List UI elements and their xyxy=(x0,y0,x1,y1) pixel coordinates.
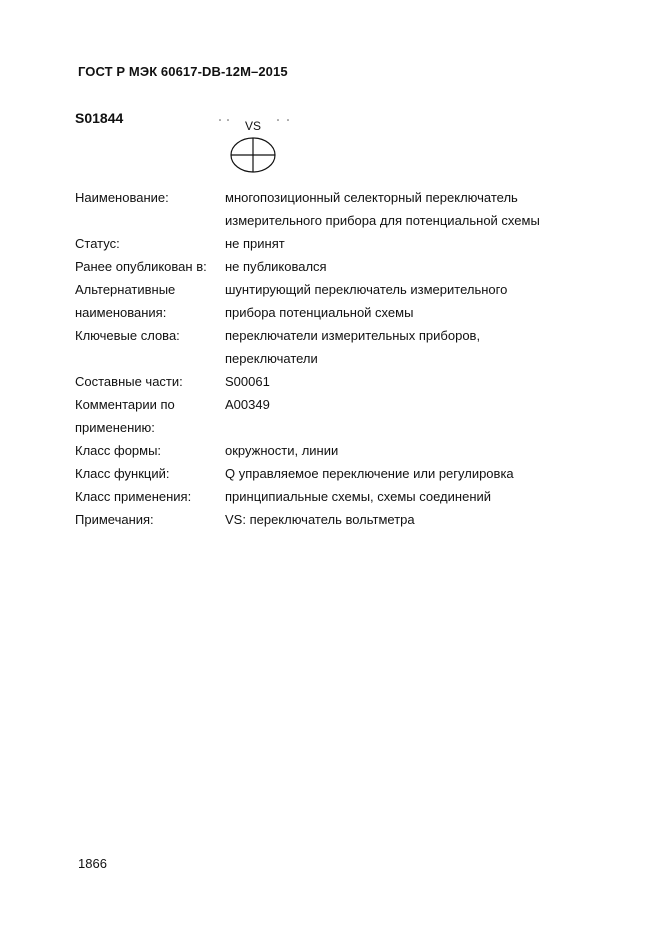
property-key xyxy=(75,255,225,278)
property-row xyxy=(75,232,595,255)
property-row xyxy=(75,485,595,508)
property-key-line: наименования: xyxy=(75,305,167,320)
property-key-line: применению: xyxy=(75,420,155,435)
property-row xyxy=(75,462,595,485)
property-row xyxy=(75,439,595,462)
property-key-line: Класс формы: xyxy=(75,443,162,458)
property-key xyxy=(75,462,225,485)
property-value-line: не публиковался xyxy=(225,259,327,274)
property-row xyxy=(75,324,595,370)
property-value-line: VS: переключатель вольтметра xyxy=(225,512,415,527)
property-row xyxy=(75,255,595,278)
property-value-line: S00061 xyxy=(225,374,270,389)
property-value-line: не принят xyxy=(225,236,285,251)
property-key xyxy=(75,439,225,462)
symbol-figure xyxy=(216,112,296,182)
symbol-figure-label: VS xyxy=(244,119,262,133)
property-value xyxy=(225,462,595,485)
property-value xyxy=(225,278,595,324)
property-value xyxy=(225,393,595,439)
property-row xyxy=(75,508,595,531)
property-key xyxy=(75,508,225,531)
property-row xyxy=(75,186,595,232)
property-key-line: Класс применения: xyxy=(75,489,192,504)
property-key xyxy=(75,393,225,439)
property-value-line: переключатели измерительных приборов, xyxy=(225,328,481,343)
document-header: ГОСТ Р МЭК 60617-DB-12M–2015 xyxy=(78,64,288,79)
symbol-code: S01844 xyxy=(75,110,124,126)
voltmeter-selector-symbol-icon xyxy=(216,112,296,182)
property-row xyxy=(75,393,595,439)
property-value xyxy=(225,186,595,232)
property-value xyxy=(225,485,595,508)
property-key xyxy=(75,485,225,508)
property-key-line: Ранее опубликован в: xyxy=(75,259,207,274)
property-key xyxy=(75,370,225,393)
property-key-line: Класс функций: xyxy=(75,466,170,481)
property-value-line: прибора потенциальной схемы xyxy=(225,305,414,320)
property-key-line: Альтернативные xyxy=(75,282,176,297)
property-key xyxy=(75,232,225,255)
property-key xyxy=(75,278,225,324)
property-value-line: переключатели xyxy=(225,351,318,366)
property-key xyxy=(75,186,225,232)
property-value-line: многопозиционный селекторный переключатель xyxy=(225,190,518,205)
property-key-line: Ключевые слова: xyxy=(75,328,180,343)
property-value xyxy=(225,324,595,370)
property-key-line: Примечания: xyxy=(75,512,154,527)
property-value xyxy=(225,370,595,393)
property-row xyxy=(75,278,595,324)
property-key xyxy=(75,324,225,370)
property-key-line: Статус: xyxy=(75,236,120,251)
property-value-line: принципиальные схемы, схемы соединений xyxy=(225,489,492,504)
property-value-line: A00349 xyxy=(225,397,270,412)
symbol-properties xyxy=(75,186,595,531)
property-value-line: Q управляемое переключение или регулировка xyxy=(225,466,514,481)
property-value xyxy=(225,439,595,462)
property-value xyxy=(225,232,595,255)
property-value xyxy=(225,508,595,531)
property-key-line: Комментарии по xyxy=(75,397,175,412)
property-value-line: шунтирующий переключатель измерительного xyxy=(225,282,508,297)
property-key-line: Составные части: xyxy=(75,374,183,389)
property-row xyxy=(75,370,595,393)
property-value-line: окружности, линии xyxy=(225,443,339,458)
property-value xyxy=(225,255,595,278)
property-value-line: измерительного прибора для потенциальной схемы xyxy=(225,213,540,228)
page-number: 1866 xyxy=(78,856,107,871)
property-key-line: Наименование: xyxy=(75,190,169,205)
